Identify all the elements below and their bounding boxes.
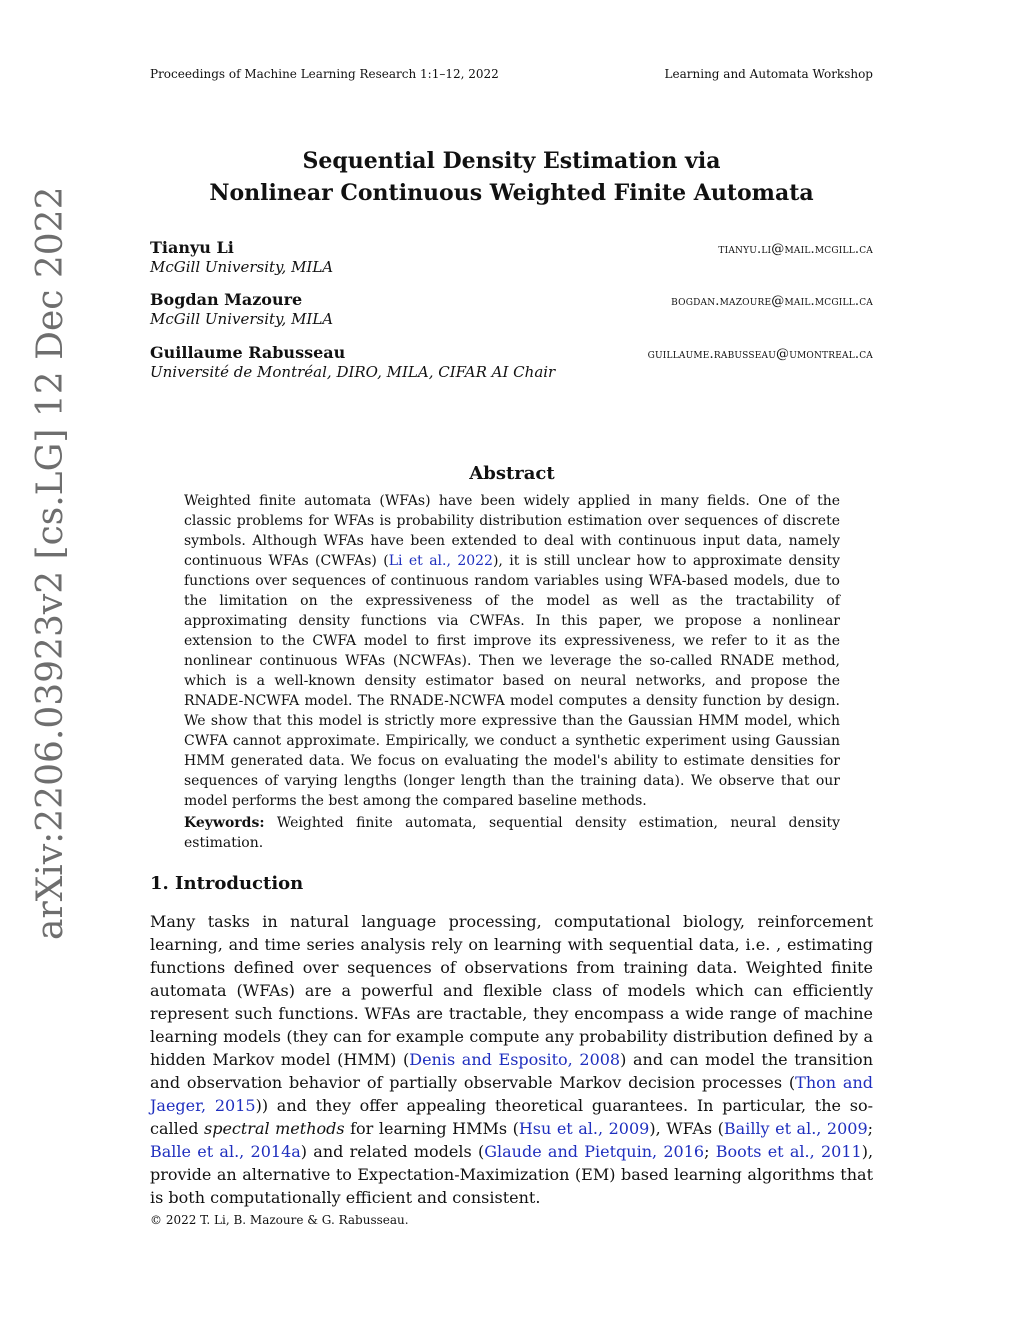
paper-title <box>150 145 873 209</box>
author-block-2 <box>150 290 873 329</box>
running-header <box>150 67 873 81</box>
author-email[interactable]: guillaume.rabusseau@umontreal.ca <box>647 347 873 362</box>
body-text: for learning HMMs ( <box>344 1119 519 1138</box>
citation-link[interactable]: Bailly et al., 2009 <box>723 1119 868 1138</box>
author-affiliation: McGill University, MILA <box>150 310 334 328</box>
introduction-paragraph <box>150 910 873 1209</box>
title-line-1: Sequential Density Estimation via <box>302 148 721 174</box>
title-line-2: Nonlinear Continuous Weighted Finite Automata <box>209 180 814 206</box>
body-text: ; <box>704 1142 716 1161</box>
arxiv-identifier[interactable]: arXiv:2206.03923v2 [cs.LG] 12 Dec 2022 <box>30 186 71 940</box>
abstract-text: ), it is still unclear how to approximate density functions over sequences of continuous random variables using WFA-based models, due to the limitation on the expressiveness of the model as well as the tractability of approximating density functions via CWFAs. In this paper, we propose a nonlinear extension to the CWFA model to first improve its expressiveness, we refer to it as the nonlinear continuous WFAs (NCWFAs). Then we leverage the so-called RNADE method, which is a well-known density estimator based on neural networks, and propose the RNADE-NCWFA model. The RNADE-NCWFA model computes a density function by design. We show that this model is strictly more expressive than the Gaussian HMM model, which CWFA cannot approximate. Empirically, we conduct a synthetic experiment using Gaussian HMM generated data. We focus on evaluating the model's ability to estimate densities for sequences of varying lengths (longer length than the training data). We observe that our model performs the best among the compared baseline methods. <box>184 553 840 809</box>
author-name: Tianyu Li <box>150 238 234 257</box>
header-left: Proceedings of Machine Learning Research 1:1–12, 2022 <box>150 67 499 81</box>
author-email[interactable]: tianyu.li@mail.mcgill.ca <box>718 242 873 257</box>
abstract-text: Weighted finite automata (WFAs) have been widely applied in many fields. One of the classic problems for WFAs is probability distribution estimation over sequences of discrete symbols. Although WFAs have been extended to deal with continuous input data, namely continuous WFAs (CWFAs) ( <box>184 493 840 569</box>
body-text: ) and related models ( <box>300 1142 485 1161</box>
author-email[interactable]: bogdan.mazoure@mail.mcgill.ca <box>671 294 873 309</box>
emphasized-text: spectral methods <box>203 1119 345 1138</box>
body-text: ), WFAs ( <box>649 1119 724 1138</box>
header-right: Learning and Automata Workshop <box>664 67 873 81</box>
abstract-body <box>184 491 840 811</box>
copyright-footnote: © 2022 T. Li, B. Mazoure & G. Rabusseau. <box>150 1213 409 1227</box>
keywords-label: Keywords: <box>184 815 265 831</box>
body-text: Many tasks in natural language processing, computational biology, reinforcement learning, and time series analysis rely on learning with sequential data, i.e. , estimating functions defined over sequences of observations from training data. Weighted finite automata (WFAs) are a powerful and flexible class of models which can efficiently represent such functions. WFAs are tractable, they encompass a wide range of machine learning models (they can for example compute any probability distribution defined by a hidden Markov model (HMM) ( <box>150 912 873 1069</box>
body-text: )) and they offer appealing theoretical guarantees. In particular, the so-called <box>150 1096 873 1138</box>
section-heading: 1. Introduction <box>150 873 304 894</box>
body-text: ), provide an alternative to Expectation-Maximization (EM) based learning algorithms that is both computationally efficient and consistent. <box>150 1142 874 1207</box>
body-text: ; <box>867 1119 874 1138</box>
author-block-3 <box>150 343 873 382</box>
author-block-1 <box>150 238 873 277</box>
author-affiliation: McGill University, MILA <box>150 258 334 276</box>
body-text: ) and can model the transition and observation behavior of partially observable Markov decision processes ( <box>150 1050 873 1092</box>
citation-link[interactable]: Boots et al., 2011 <box>715 1142 862 1161</box>
citation-link[interactable]: Glaude and Pietquin, 2016 <box>484 1142 705 1161</box>
author-name: Bogdan Mazoure <box>150 290 303 309</box>
keywords-text: Weighted finite automata, sequential density estimation, neural density estimation. <box>184 815 840 851</box>
citation-link[interactable]: Thon and Jaeger, 2015 <box>150 1073 873 1115</box>
citation-link[interactable]: Balle et al., 2014a <box>150 1142 301 1161</box>
keywords <box>184 813 840 853</box>
citation-link[interactable]: Denis and Esposito, 2008 <box>409 1050 621 1069</box>
citation-link[interactable]: Li et al., 2022 <box>388 553 493 569</box>
author-affiliation: Université de Montréal, DIRO, MILA, CIFAR AI Chair <box>150 363 556 381</box>
author-name: Guillaume Rabusseau <box>150 343 346 362</box>
citation-link[interactable]: Hsu et al., 2009 <box>518 1119 650 1138</box>
abstract-heading: Abstract <box>469 463 555 484</box>
